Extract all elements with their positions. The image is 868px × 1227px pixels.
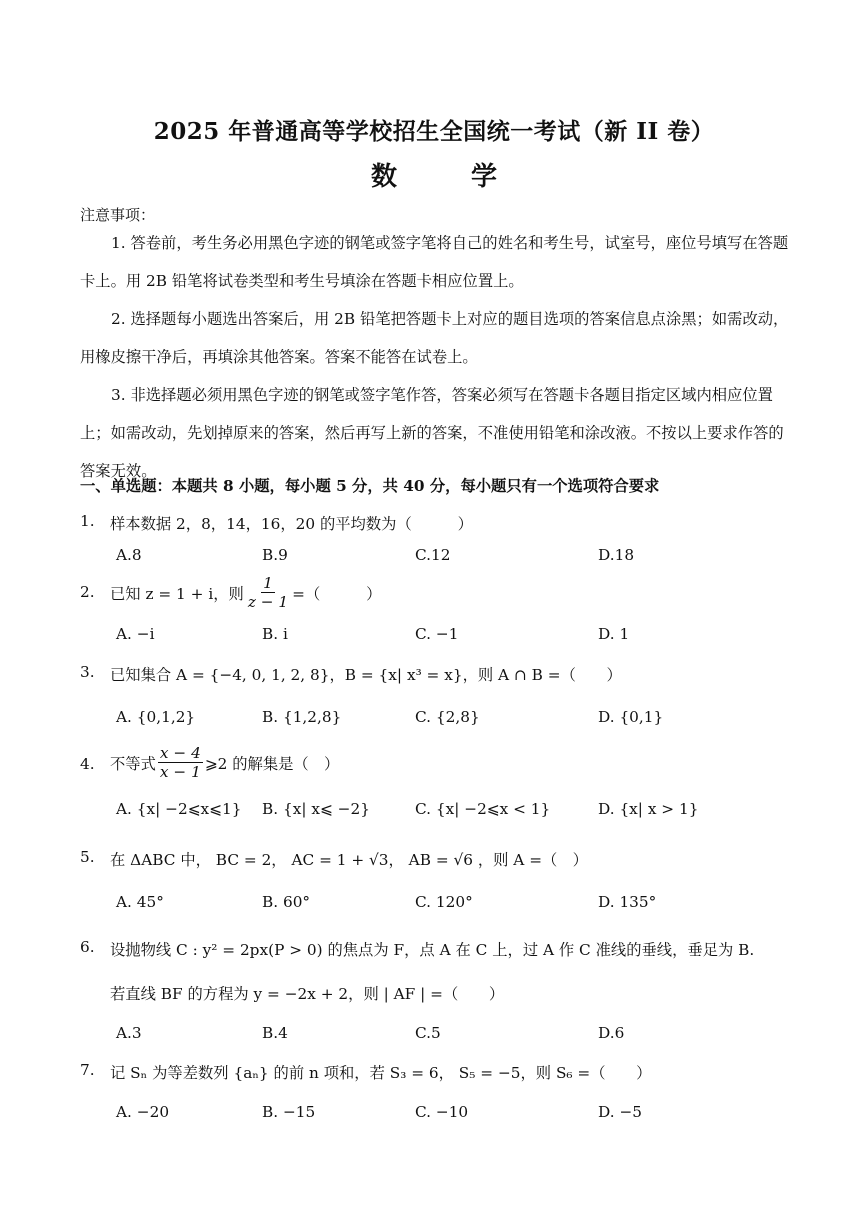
option-c: C.5 (415, 1024, 441, 1042)
question-stem: 已知集合 A = {−4, 0, 1, 2, 8}，B = {x| x³ = x}，则 A ∩ B =（ ） (110, 666, 622, 684)
exam-title: 2025 年普通高等学校招生全国统一考试（新 II 卷） (153, 118, 715, 145)
option-d: D. {0,1} (598, 708, 664, 726)
option-b: B. {1,2,8} (262, 708, 342, 726)
notice-item-2: 2. 选择题每小题选出答案后，用 2B 铅笔把答题卡上对应的题目选项的答案信息点涂黑；如需改动，用橡皮擦干净后，再填涂其他答案。答案不能答在试卷上。 (80, 310, 789, 366)
option-b: B.9 (262, 546, 288, 564)
option-c: C. −1 (415, 625, 459, 643)
option-d: D.6 (598, 1024, 625, 1042)
stem-text: =（ ） (292, 584, 382, 603)
notice-item-3: 3. 非选择题必须用黑色字迹的钢笔或签字笔作答，答案必须写在答题卡各题目指定区域内相应位置上；如需改动，先划掉原来的答案，然后再写上新的答案，不准使用铅笔和涂改液。不按以上要求作答的答案无效。 (80, 386, 784, 480)
stem-text: 已知 z = 1 + i，则 (110, 584, 244, 603)
fraction (158, 744, 203, 781)
option-c: C. −10 (415, 1103, 469, 1121)
option-b: B. −15 (262, 1103, 316, 1121)
fraction (246, 574, 290, 611)
question-number: 6. (80, 938, 95, 956)
option-c: C.12 (415, 546, 451, 564)
fraction-numerator: x − 4 (159, 744, 201, 762)
question-number: 3. (80, 663, 95, 681)
question-stem: 记 Sₙ 为等差数列 {aₙ} 的前 n 项和，若 S₃ = 6， S₅ = −5，则 S₆ =（ ） (110, 1064, 652, 1082)
question-stem: 在 ΔABC 中， BC = 2， AC = 1 + √3， AB = √6 ，则 A =（ ） (110, 851, 588, 869)
question-number: 7. (80, 1061, 95, 1079)
question-stem (110, 744, 339, 781)
option-a: A. −20 (116, 1103, 170, 1121)
option-a: A.8 (116, 546, 142, 564)
notice-heading: 注意事项： (80, 206, 156, 224)
option-b: B. i (262, 625, 288, 643)
option-d: D. −5 (598, 1103, 642, 1121)
question-number: 2. (80, 583, 95, 601)
option-d: D. 135° (598, 893, 657, 911)
stem-text: ⩾2 的解集是（ ） (204, 754, 340, 773)
fraction-denominator: x − 1 (159, 763, 201, 781)
option-b: B. 60° (262, 893, 311, 911)
question-stem: 样本数据 2，8，14，16，20 的平均数为（ ） (110, 515, 473, 533)
option-a: A. {0,1,2} (116, 708, 196, 726)
fraction-denominator: z − 1 (247, 593, 289, 611)
question-stem: 设抛物线 C : y² = 2px(P > 0) 的焦点为 F，点 A 在 C 上，过 A 作 C 准线的垂线，垂足为 B. (110, 941, 755, 959)
subject-title: 数 学 (370, 162, 521, 192)
option-d: D.18 (598, 546, 635, 564)
option-a: A. 45° (116, 893, 164, 911)
question-number: 4. (80, 755, 95, 773)
question-stem (110, 574, 381, 611)
option-a: A. −i (116, 625, 155, 643)
option-b: B. {x| x⩽ −2} (262, 800, 370, 818)
question-stem-line2: 若直线 BF 的方程为 y = −2x + 2，则 | AF | =（ ） (110, 985, 505, 1003)
fraction-numerator: 1 (263, 574, 273, 592)
section-heading: 一、单选题：本题共 8 小题，每小题 5 分，共 40 分，每小题只有一个选项符合要求 (80, 477, 660, 495)
option-c: C. {2,8} (415, 708, 480, 726)
option-a: A.3 (116, 1024, 142, 1042)
option-a: A. {x| −2⩽x⩽1} (116, 800, 242, 818)
question-number: 5. (80, 848, 95, 866)
option-c: C. {x| −2⩽x < 1} (415, 800, 551, 818)
option-b: B.4 (262, 1024, 288, 1042)
option-d: D. {x| x > 1} (598, 800, 699, 818)
question-number: 1. (80, 512, 95, 530)
notice-item-1: 1. 答卷前，考生务必用黑色字迹的钢笔或签字笔将自己的姓名和考生号，试室号，座位号填写在答题卡上。用 2B 铅笔将试卷类型和考生号填涂在答题卡相应位置上。 (80, 234, 789, 290)
option-d: D. 1 (598, 625, 630, 643)
stem-text: 不等式 (110, 754, 156, 773)
option-c: C. 120° (415, 893, 473, 911)
